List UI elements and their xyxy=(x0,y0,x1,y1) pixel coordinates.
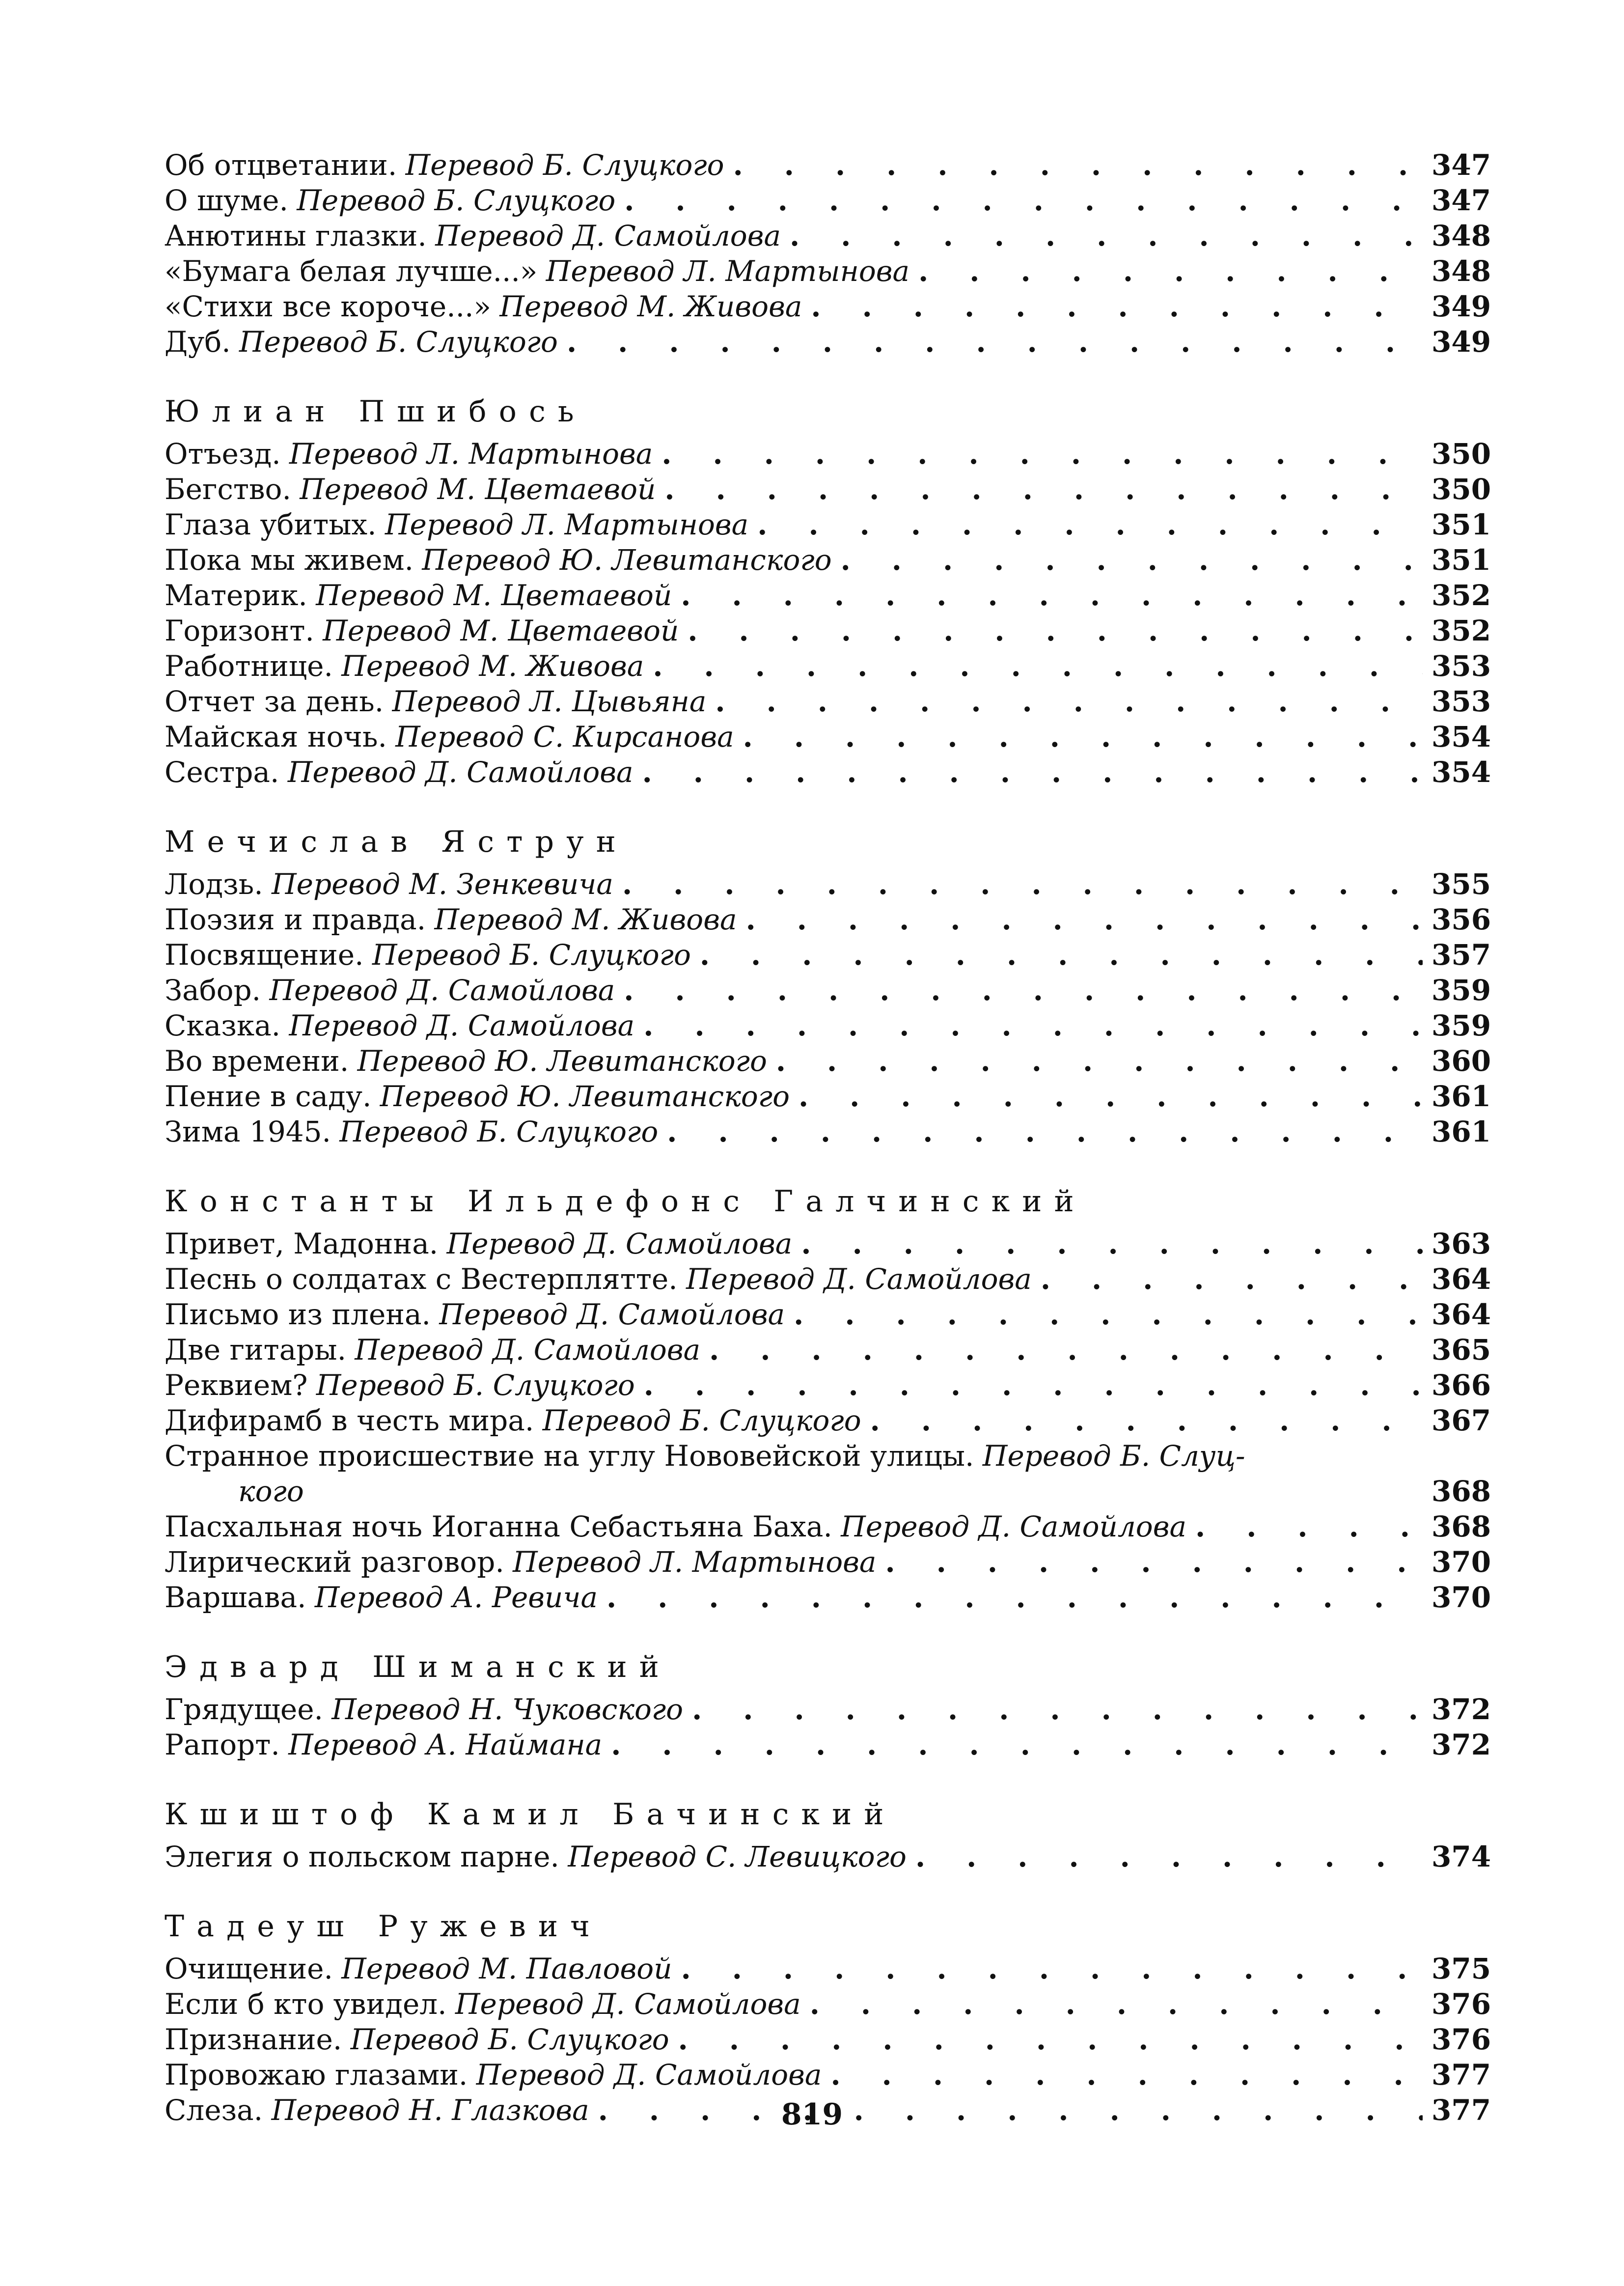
author-heading: Эдвард Шиманский xyxy=(165,1650,671,1684)
entry-page-number: 360 xyxy=(1431,1044,1491,1078)
dot-leader xyxy=(664,472,1423,507)
entry-title: Об отцветании. xyxy=(165,148,397,182)
entry-translator: Перевод Б. Слуцкого xyxy=(405,148,724,182)
toc-entry xyxy=(165,1043,1490,1079)
dot-leader xyxy=(915,1839,1423,1874)
entry-translator: Перевод Д. Самойлова xyxy=(476,2058,822,2091)
entry-title: Привет, Мадонна. xyxy=(165,1227,439,1260)
entry-page-number: 359 xyxy=(1431,1009,1491,1042)
entry-translator: Перевод Б. Слуцкого xyxy=(350,2023,669,2056)
toc-section xyxy=(165,1649,1490,1762)
entry-page-number: 350 xyxy=(1431,437,1491,471)
entry-title: Грядущее. xyxy=(165,1693,323,1726)
entry-translator: Перевод Д. Самойлова xyxy=(355,1333,701,1366)
entry-title: Лирический разговор. xyxy=(165,1545,504,1579)
entry-translator: Перевод А. Наймана xyxy=(288,1728,603,1761)
dot-leader xyxy=(661,436,1423,472)
toc-entry xyxy=(165,183,1490,218)
toc-section xyxy=(165,824,1490,1149)
entry-translator: Перевод Н. Чуковского xyxy=(331,1693,684,1726)
toc-entry xyxy=(165,937,1490,973)
entry-title: Зима 1945. xyxy=(165,1115,331,1148)
entry-translator: Перевод М. Цветаевой xyxy=(323,614,679,647)
toc-entry xyxy=(165,1580,1490,1615)
dot-leader xyxy=(757,507,1423,542)
entry-translator: Перевод С. Левицкого xyxy=(568,1840,907,1873)
entry-page-number: 353 xyxy=(1431,649,1491,683)
dot-leader xyxy=(794,1297,1423,1332)
entry-translator: Перевод М. Живова xyxy=(499,290,802,323)
toc-entry xyxy=(165,1367,1490,1403)
dot-leader xyxy=(1041,1261,1423,1297)
entry-page-number: 370 xyxy=(1431,1581,1491,1614)
toc-entry xyxy=(165,1008,1490,1043)
dot-leader xyxy=(709,1332,1423,1367)
entry-title: Дуб. xyxy=(165,325,231,359)
dot-leader xyxy=(870,1403,1423,1438)
entry-translator: Перевод Ю. Левитанского xyxy=(380,1080,790,1113)
entry-page-number: 347 xyxy=(1431,148,1491,182)
entry-title: Сказка. xyxy=(165,1009,281,1042)
entry-translator: Перевод Б. Слуцкого xyxy=(297,184,616,217)
entry-page-number: 351 xyxy=(1431,508,1491,541)
entry-page-number: 375 xyxy=(1431,1952,1491,1985)
entry-title: Две гитары. xyxy=(165,1333,347,1366)
entry-translator: Перевод С. Кирсанова xyxy=(395,720,734,753)
dot-leader xyxy=(715,684,1423,719)
entry-page-number: 355 xyxy=(1431,867,1491,901)
toc-entry xyxy=(165,507,1490,542)
entry-translator: Перевод Б. Слуцкого xyxy=(372,938,691,972)
dot-leader xyxy=(700,937,1423,973)
toc-entry xyxy=(165,1438,1490,1509)
entry-translator: Перевод Б. Слуцкого xyxy=(316,1368,635,1402)
entry-title: Слеза. xyxy=(165,2093,263,2127)
entry-translator: Перевод Д. Самойлова xyxy=(289,1009,635,1042)
entry-title: Отчет за день. xyxy=(165,685,384,718)
entry-translator: Перевод М. Живова xyxy=(341,649,644,683)
entry-translator: Перевод М. Цветаевой xyxy=(316,579,672,612)
entry-title: Реквием? xyxy=(165,1368,308,1402)
entry-translator: Перевод М. Павловой xyxy=(341,1952,672,1985)
toc-section xyxy=(165,1184,1490,1615)
toc-entry xyxy=(165,1226,1490,1261)
entry-title: Варшава. xyxy=(165,1581,306,1614)
dot-leader xyxy=(746,902,1423,937)
entry-translator: Перевод Д. Самойлова xyxy=(435,219,781,252)
entry-page-number: 347 xyxy=(1431,184,1491,217)
dot-leader xyxy=(776,1043,1423,1079)
toc-entry xyxy=(165,902,1490,937)
author-heading: Мечислав Яструн xyxy=(165,825,628,859)
entry-translator: Перевод Д. Самойлова xyxy=(686,1262,1032,1296)
dot-leader xyxy=(622,866,1423,902)
entry-title: Очищение. xyxy=(165,1952,333,1985)
entry-page-number: 363 xyxy=(1431,1227,1491,1260)
dot-leader xyxy=(801,1226,1423,1261)
entry-page-number: 372 xyxy=(1431,1728,1491,1761)
entry-translator: Перевод Д. Самойлова xyxy=(269,974,615,1007)
entry-translator: Перевод Д. Самойлова xyxy=(455,1987,801,2021)
entry-page-number: 352 xyxy=(1431,614,1491,647)
entry-title: О шуме. xyxy=(165,184,288,217)
toc-entry xyxy=(165,1297,1490,1332)
entry-translator-continued: кого xyxy=(238,1475,304,1508)
entry-page-number: 368 xyxy=(1431,1510,1491,1543)
dot-leader xyxy=(798,1079,1423,1114)
entry-title: Пение в саду. xyxy=(165,1080,372,1113)
dot-leader xyxy=(830,2057,1423,2092)
dot-leader xyxy=(918,253,1423,289)
entry-page-number: 364 xyxy=(1431,1262,1491,1296)
entry-title: Отъезд. xyxy=(165,437,281,471)
entry-page-number: 351 xyxy=(1431,543,1491,577)
dot-leader xyxy=(790,218,1423,253)
toc-entry xyxy=(165,472,1490,507)
entry-title: Сестра. xyxy=(165,755,279,789)
toc-entry xyxy=(165,1544,1490,1580)
entry-page-number: 377 xyxy=(1431,2093,1491,2127)
toc-entry xyxy=(165,973,1490,1008)
dot-leader xyxy=(743,719,1423,754)
entry-translator: Перевод Л. Мартынова xyxy=(546,254,910,288)
dot-leader xyxy=(624,973,1423,1008)
entry-translator: Перевод А. Ревича xyxy=(314,1581,598,1614)
toc-entry xyxy=(165,2057,1490,2092)
entry-page-number: 367 xyxy=(1431,1404,1491,1437)
toc-entry xyxy=(165,648,1490,684)
entry-translator: Перевод М. Цветаевой xyxy=(300,473,656,506)
toc-entry xyxy=(165,436,1490,472)
toc-entry xyxy=(165,147,1490,183)
toc-entry xyxy=(165,289,1490,324)
entry-translator: Перевод Д. Самойлова xyxy=(841,1510,1187,1543)
toc-entry xyxy=(165,1403,1490,1438)
entry-translator: Перевод Л. Мартынова xyxy=(289,437,653,471)
dot-leader xyxy=(624,183,1423,218)
toc-entry xyxy=(165,1951,1490,1986)
toc-entry xyxy=(165,684,1490,719)
dot-leader xyxy=(667,1114,1423,1149)
entry-title: Поэзия и правда. xyxy=(165,903,426,936)
table-of-contents xyxy=(165,147,1490,2128)
entry-page-number: 354 xyxy=(1431,720,1491,753)
dot-leader xyxy=(810,1986,1423,2022)
toc-entry xyxy=(165,253,1490,289)
entry-translator: Перевод Д. Самойлова xyxy=(439,1298,785,1331)
entry-translator: Перевод Б. Слуцкого xyxy=(542,1404,861,1437)
dot-leader xyxy=(841,542,1423,578)
toc-entry xyxy=(165,1692,1490,1727)
toc-section xyxy=(165,147,1490,360)
entry-page-number: 352 xyxy=(1431,579,1491,612)
entry-page-number: 377 xyxy=(1431,2058,1491,2091)
entry-page-number: 357 xyxy=(1431,938,1491,972)
entry-title: Глаза убитых. xyxy=(165,508,377,541)
entry-translator: Перевод Л. Цывьяна xyxy=(392,685,707,718)
dot-leader xyxy=(733,147,1423,183)
entry-translator: Перевод Н. Глазкова xyxy=(271,2093,589,2127)
entry-translator: Перевод М. Зенкевича xyxy=(272,867,613,901)
dot-leader xyxy=(681,578,1423,613)
author-heading: Тадеуш Ружевич xyxy=(165,1909,603,1944)
toc-entry xyxy=(165,1986,1490,2022)
entry-translator: Перевод Б. Слуцкого xyxy=(339,1115,659,1148)
entry-translator: Перевод Ю. Левитанского xyxy=(357,1044,767,1078)
entry-title: Горизонт. xyxy=(165,614,314,647)
toc-entry xyxy=(165,2022,1490,2057)
dot-leader xyxy=(811,289,1423,324)
entry-title: Признание. xyxy=(165,2023,342,2056)
dot-leader xyxy=(678,2022,1423,2057)
dot-leader xyxy=(885,1544,1423,1580)
toc-entry xyxy=(165,754,1490,790)
entry-title: Лодзь. xyxy=(165,867,263,901)
entry-page-number: 370 xyxy=(1431,1545,1491,1579)
entry-title: Майская ночь. xyxy=(165,720,387,753)
entry-title: Материк. xyxy=(165,579,307,612)
entry-page-number: 350 xyxy=(1431,473,1491,506)
dot-leader xyxy=(643,1008,1423,1043)
entry-title: Пасхальная ночь Иоганна Себастьяна Баха. xyxy=(165,1510,832,1543)
entry-title: Письмо из плена. xyxy=(165,1298,431,1331)
dot-leader xyxy=(644,1367,1423,1403)
entry-page-number: 349 xyxy=(1431,290,1491,323)
toc-entry xyxy=(165,1332,1490,1367)
toc-entry xyxy=(165,1509,1490,1544)
dot-leader xyxy=(692,1692,1423,1727)
toc-entry xyxy=(165,1261,1490,1297)
toc-entry xyxy=(165,613,1490,648)
entry-page-number: 366 xyxy=(1431,1368,1491,1402)
entry-title: Бегство. xyxy=(165,473,291,506)
entry-title: «Бумага белая лучше...» xyxy=(165,254,538,288)
entry-title: Элегия о польском парне. xyxy=(165,1840,559,1873)
toc-entry xyxy=(165,578,1490,613)
entry-title: Если б кто увидел. xyxy=(165,1987,447,2021)
dot-leader xyxy=(681,1951,1423,1986)
entry-page-number: 368 xyxy=(1431,1475,1491,1508)
entry-title: Работнице. xyxy=(165,649,333,683)
entry-translator: Перевод Д. Самойлова xyxy=(287,755,633,789)
toc-entry xyxy=(165,218,1490,253)
dot-leader xyxy=(653,648,1423,684)
toc-entry xyxy=(165,324,1490,360)
toc-entry xyxy=(165,1839,1490,1874)
entry-title: Во времени. xyxy=(165,1044,349,1078)
entry-title: Посвящение. xyxy=(165,938,364,972)
entry-page-number: 372 xyxy=(1431,1693,1491,1726)
toc-entry xyxy=(165,1114,1490,1149)
entry-page-number: 374 xyxy=(1431,1840,1491,1873)
entry-title: Анютины глазки. xyxy=(165,219,427,252)
dot-leader xyxy=(688,613,1423,648)
toc-section xyxy=(165,394,1490,790)
entry-page-number: 348 xyxy=(1431,219,1491,252)
toc-entry xyxy=(165,1079,1490,1114)
entry-page-number: 376 xyxy=(1431,1987,1491,2021)
toc-entry xyxy=(165,866,1490,902)
dot-leader xyxy=(642,754,1423,790)
entry-page-number: 356 xyxy=(1431,903,1491,936)
entry-page-number: 348 xyxy=(1431,254,1491,288)
page-number: 819 xyxy=(781,2097,843,2132)
entry-translator: Перевод Б. Слуцкого xyxy=(239,325,558,359)
dot-leader xyxy=(567,324,1423,360)
entry-translator: Перевод Д. Самойлова xyxy=(446,1227,793,1260)
toc-entry xyxy=(165,719,1490,754)
entry-title: Провожаю глазами. xyxy=(165,2058,468,2091)
author-heading: Кшиштоф Камил Бачинский xyxy=(165,1797,896,1832)
entry-title: Рапорт. xyxy=(165,1728,280,1761)
toc-entry xyxy=(165,542,1490,578)
entry-page-number: 359 xyxy=(1431,974,1491,1007)
author-heading: Константы Ильдефонс Галчинский xyxy=(165,1184,1086,1219)
toc-entry xyxy=(165,1727,1490,1762)
entry-translator: Перевод Б. Слуц- xyxy=(982,1439,1245,1473)
entry-page-number: 365 xyxy=(1431,1333,1491,1366)
toc-section xyxy=(165,1909,1490,2128)
dot-leader xyxy=(606,1580,1423,1615)
entry-page-number: 364 xyxy=(1431,1298,1491,1331)
entry-title: Забор. xyxy=(165,974,261,1007)
entry-title: Пока мы живем. xyxy=(165,543,414,577)
entry-title: Странное происшествие на углу Нововейской улицы. xyxy=(165,1439,974,1473)
entry-translator: Перевод Л. Мартынова xyxy=(513,1545,877,1579)
entry-page-number: 353 xyxy=(1431,685,1491,718)
entry-page-number: 349 xyxy=(1431,325,1491,359)
entry-title: Песнь о солдатах с Вестерплятте. xyxy=(165,1262,678,1296)
entry-translator: Перевод Ю. Левитанского xyxy=(422,543,832,577)
toc-section xyxy=(165,1797,1490,1874)
entry-translator: Перевод М. Живова xyxy=(434,903,737,936)
dot-leader xyxy=(1195,1509,1423,1544)
entry-translator: Перевод Л. Мартынова xyxy=(385,508,749,541)
entry-page-number: 361 xyxy=(1431,1115,1491,1148)
entry-title: «Стихи все короче...» xyxy=(165,290,491,323)
author-heading: Юлиан Пшибось xyxy=(165,394,586,429)
entry-page-number: 361 xyxy=(1431,1080,1491,1113)
entry-title: Дифирамб в честь мира. xyxy=(165,1404,534,1437)
entry-page-number: 376 xyxy=(1431,2023,1491,2056)
entry-page-number: 354 xyxy=(1431,755,1491,789)
dot-leader xyxy=(611,1727,1423,1762)
